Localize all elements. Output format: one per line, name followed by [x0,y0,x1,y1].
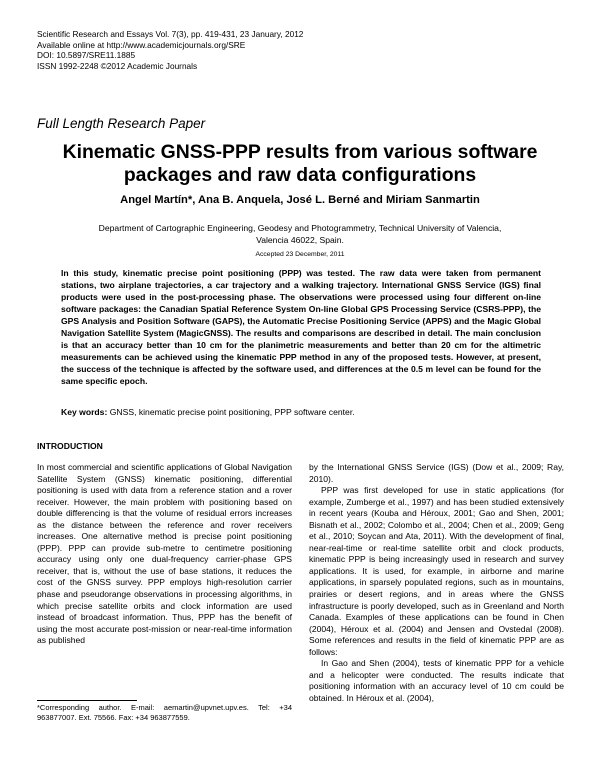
journal-info [37,29,303,71]
footnote-divider [37,700,137,701]
paragraph: PPP was first developed for use in static applications (for example, Zumberge et al., 1997) and has been studied extensively in recent years (Kouba and Héroux, 2001; Gao and Shen, 2001; Bisnath et al., 2002; Colombo et al., 2004; Chen et al., 2009; Geng et al., 2010; Soycan and Ata, 2011). With the development of final, near-real-time or real-time satellite orbit and clock products, kinematic PPP is being increasingly used in research and survey applications. It is used, for example, in airborne and marine applications, in sparsely populated regions, such as in mountains, prairies or desert regions, and in areas where the GNSS infrastructure is poorly developed, such as in Greenland and North Canada. Examples of these applications can be found in Chen (2004), Héroux et al. (2004) and Jensen and Ovstedal (2008). Some references and results in the field of kinematic PPP are as follows: [309,485,564,657]
section-heading-introduction: INTRODUCTION [37,441,103,451]
accepted-date: Accepted 23 December, 2011 [255,251,345,258]
affiliation: Department of Cartographic Engineering, Geodesy and Photogrammetry, Technical University of Valencia, Valencia 46022, Spain. [98,223,502,245]
corresponding-author-footnote: *Corresponding author. E-mail: aemartin@upvnet.upv.es. Tel: +34 963877007. Ext. 75566. Fax: +34 963877559. [37,703,292,723]
journal-doi: DOI: 10.5897/SRE11.1885 [37,50,136,61]
journal-citation: Scientific Research and Essays Vol. 7(3), pp. 419-431, 23 January, 2012 [37,29,304,39]
authors: Angel Martín*, Ana B. Anquela, José L. Berné and Miriam Sanmartin [120,194,480,206]
paragraph: In most commercial and scientific applications of Global Navigation Satellite System (GNSS) kinematic positioning, differential positioning is used with data from a reference station and a rover receiver. However, the main problem with positioning based on double differencing is that the volume of residual errors increases as the distance between the reference and rover receivers increases. One alternative method is precise point positioning (PPP). PPP can provide sub-metre to centimetre positioning accuracy using only one dual-frequency carrier-phase GPS receiver, that is, without the use of base stations, it reduces the cost of the GNSS survey. PPP employs high-resolution carrier phase and pseudorange observations in processing algorithms, in which precise satellite orbits and clock information are used instead of broadcast information. Thus, PPP has the benefit of using the most accurate post-mission or near-real-time information as published [37,462,292,646]
paragraph: In Gao and Shen (2004), tests of kinematic PPP for a vehicle and a helicopter were conducted. The results indicate that positioning information with an accuracy level of 10 cm could be obtained. In Héroux et al. (2004), [309,658,564,703]
paragraph: by the International GNSS Service (IGS) (Dow et al., 2009; Ray, 2010). [309,462,564,484]
body-column-right [309,462,564,704]
journal-url: Available online at http://www.academicjournals.org/SRE [37,39,246,50]
journal-issn: ISSN 1992-2248 ©2012 Academic Journals [37,60,198,71]
keywords [61,406,541,418]
paper-title: Kinematic GNSS-PPP results from various software packages and raw data configurations [62,141,538,186]
keywords-text: GNSS, kinematic precise point positioning, PPP software center. [109,407,355,417]
keywords-label: Key words: [61,407,108,417]
abstract: In this study, kinematic precise point positioning (PPP) was tested. The raw data were taken from permanent stations, two airplane trajectories, a car trajectory and a walking trajectory. International GNSS Service (IGS) final products were used in the post-processing phase. The observations were processed using four different on-line software packages: the Canadian Spatial Reference System On-line Global GPS Processing Service (CSRS-PPP), the GPS Analysis and Position Software (GAPS), the Automatic Precise Positioning Service (APPS) and the Magic Global Navigation Satellite System (MagicGNSS). The results and comparisons are described in detail. The main conclusion is that an accuracy better than 10 cm for the planimetric measurements and better than 20 cm for the altimetric measurements can be achieved using the kinematic PPP method in any of the proposed tests. However, at present, the success of the technique is affected by the software used, and differences at the 0.5 m level can be found for the same specific epoch. [61,268,541,386]
paper-type: Full Length Research Paper [37,116,206,131]
body-column-left [37,462,292,647]
